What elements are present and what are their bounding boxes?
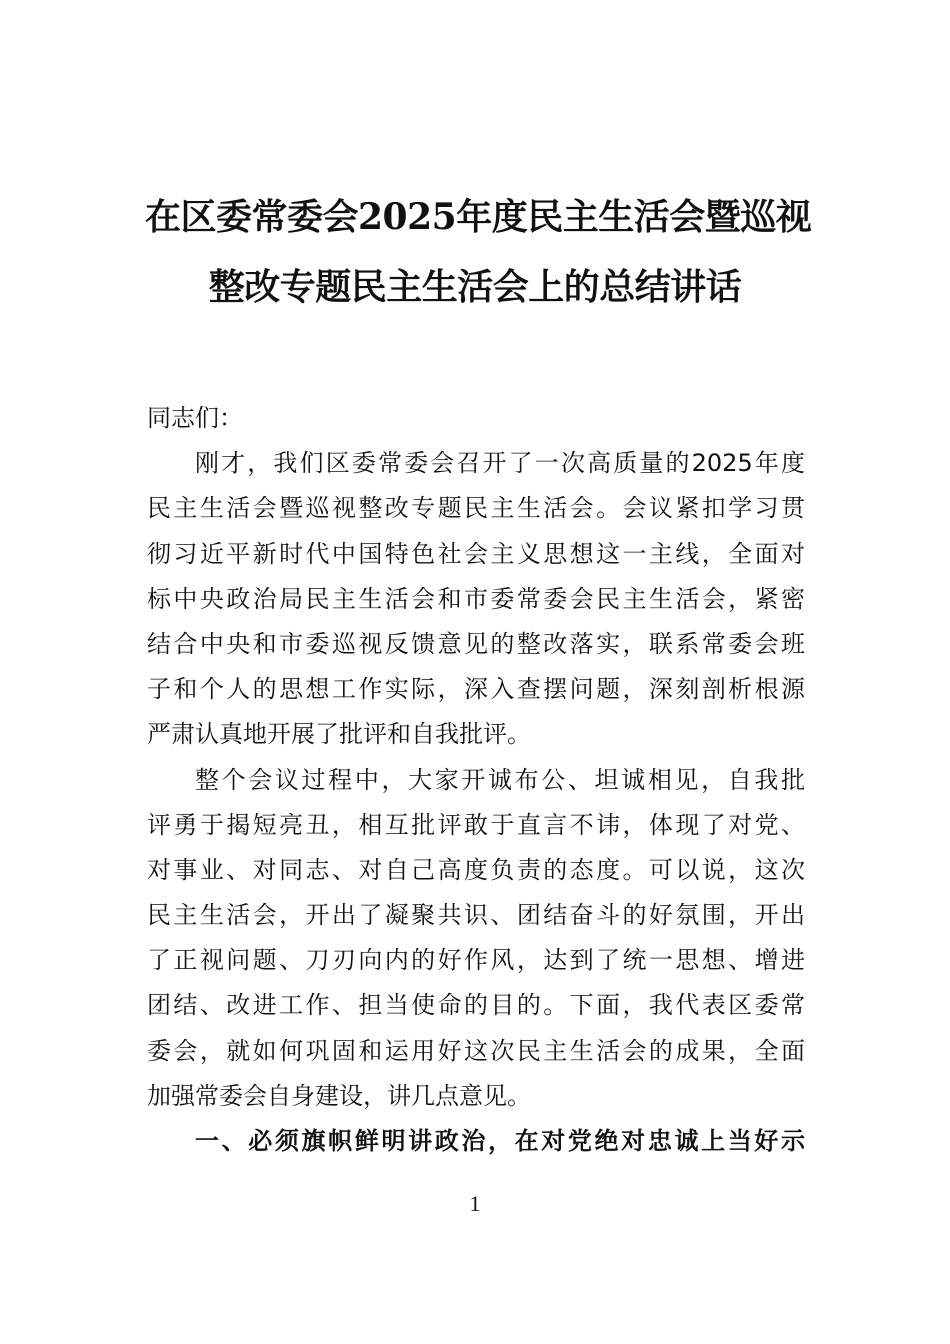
document-title-line-1: 在区委常委会2025年度民主生活会暨巡视 bbox=[145, 196, 812, 238]
paragraph-line: 严肃认真地开展了批评和自我批评。 bbox=[147, 720, 531, 749]
paragraph-line: 民主生活会，开出了凝聚共识、团结奋斗的好氛围，开出 bbox=[147, 901, 805, 930]
paragraph-line: 了正视问题、刀刃向内的好作风，达到了统一思想、增进 bbox=[147, 946, 805, 975]
paragraph-line: 民主生活会暨巡视整改专题民主生活会。会议紧扣学习贯 bbox=[147, 494, 805, 523]
paragraph-line: 彻习近平新时代中国特色社会主义思想这一主线，全面对 bbox=[147, 539, 805, 568]
paragraph-line: 团结、改进工作、担当使命的目的。下面，我代表区委常 bbox=[147, 991, 805, 1020]
page-number: 1 bbox=[469, 1191, 481, 1216]
paragraph-2 bbox=[147, 758, 805, 1120]
document-title-line-2: 整改专题民主生活会上的总结讲话 bbox=[208, 266, 742, 308]
paragraph-line: 刚才，我们区委常委会召开了一次高质量的2025年度 bbox=[195, 449, 805, 478]
paragraph-line: 加强常委会自身建设，讲几点意见。 bbox=[147, 1081, 531, 1110]
paragraph-line: 对事业、对同志、对自己高度负责的态度。可以说，这次 bbox=[147, 855, 805, 884]
paragraph-line: 委会，就如何巩固和运用好这次民主生活会的成果，全面 bbox=[147, 1036, 805, 1065]
section-heading-1: 一、必须旗帜鲜明讲政治，在对党绝对忠诚上当好示 bbox=[195, 1127, 805, 1155]
salutation: 同志们： bbox=[147, 404, 243, 432]
paragraph-line: 整个会议过程中，大家开诚布公、坦诚相见，自我批 bbox=[195, 765, 805, 794]
paragraph-line: 标中央政治局民主生活会和市委常委会民主生活会，紧密 bbox=[147, 584, 805, 613]
paragraph-1 bbox=[147, 441, 805, 757]
paragraph-line: 子和个人的思想工作实际，深入查摆问题，深刻剖析根源 bbox=[147, 675, 805, 704]
paragraph-line: 评勇于揭短亮丑，相互批评敢于直言不讳，体现了对党、 bbox=[147, 810, 805, 839]
paragraph-line: 结合中央和市委巡视反馈意见的整改落实，联系常委会班 bbox=[147, 629, 805, 658]
document-body bbox=[147, 396, 805, 1164]
